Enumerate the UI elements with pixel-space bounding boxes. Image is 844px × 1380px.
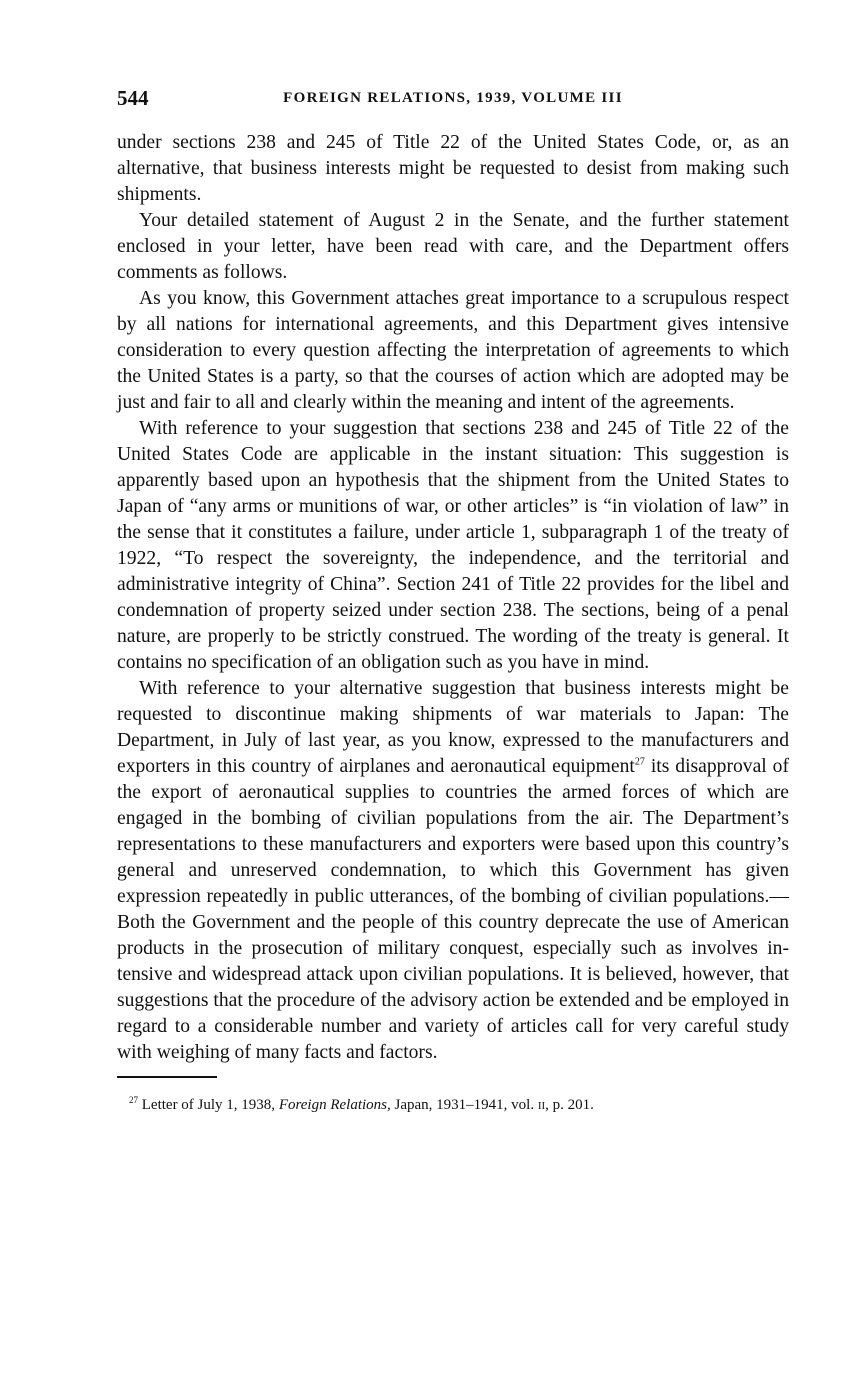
footnote-publication-title: Foreign Relations, [278,1097,391,1113]
footnote-text-start: Letter of July 1, 1938, [138,1097,279,1113]
footnote-reference: 27 [634,756,645,768]
paragraph-continued: under sections 238 and 245 of Title 22 of the United States Code, or, as an alternative, that business interests might be requested to desist from making such shipments. [117,132,789,205]
document-page [117,86,789,1115]
paragraph-text-part-1: With reference to your alternative suggestion that business interests might be requested to discontinue making shipments of war materials to Japan: The Department, in July of last year, as you know, expressed to the manufacturers and exporters in this country of airplanes and aeronautical equipment [117,678,789,777]
running-head [117,86,789,116]
footnote-volume: ii [537,1097,546,1113]
running-title: FOREIGN RELATIONS, 1939, VOLUME III [283,90,623,106]
paragraph-text-part-2: its disapproval of the export of aeronautical supplies to countries the armed forces of which are engaged in the bombing of civilian populations from the air. The Department’s representations to these manufacturers and exporters were based upon this country’s general and unreserved condemnation, to which this Government has given expression repeatedly in public utterances, of the bombing of civilian populations.—Both the Government and the people of this country deprecate the use of American products in the prosecution of military conquest, especially such as involves intensive and widespread attack upon civilian populations. It is believed, however, that suggestions that the procedure of the advisory action be extended and be employed in regard to a considerable number and variety of articles call for very careful study with weighing of many facts and factors. [117,756,790,1063]
footnote-mark: 27 [129,1095,138,1105]
footnote [117,1090,789,1115]
footnote-page: , p. 201. [545,1097,594,1113]
body-text [117,130,789,1066]
page-number: 544 [117,86,149,110]
paragraph-business-interests [117,676,789,1066]
footnote-divider [117,1076,217,1078]
paragraph-sections-238-245: With reference to your suggestion that sections 238 and 245 of Title 22 of the United States Code are applicable in the instant situation: This suggestion is apparently based upon an hypothesis that the shipment from the United States to Japan of “any arms or munitions of war, or other articles” is “in violation of law” in the sense that it constitutes a failure, under article 1, subparagraph 1 of the treaty of 1922, “To respect the sovereignty, the independence, and the territorial and administrative integrity of China”. Section 241 of Title 22 provides for the libel and condemnation of property seized under section 238. The sections, being of a penal nature, are properly to be strictly construed. The wording of the treaty is general. It contains no specification of an obligation such as you have in mind. [117,418,789,673]
paragraph-international-agreements: As you know, this Government attaches great importance to a scrupulous respect by all nations for international agreements, and this Department gives intensive consideration to every question affecting the interpretation of agreements to which the United States is a party, so that the courses of action which are adopted may be just and fair to all and clearly within the meaning and intent of the agreements. [117,288,789,413]
paragraph-senate-statement: Your detailed statement of August 2 in the Senate, and the further statement enclosed in your letter, have been read with care, and the Department offers comments as follows. [117,210,789,283]
footnote-text-middle: Japan, 1931–1941, vol. [390,1097,538,1113]
